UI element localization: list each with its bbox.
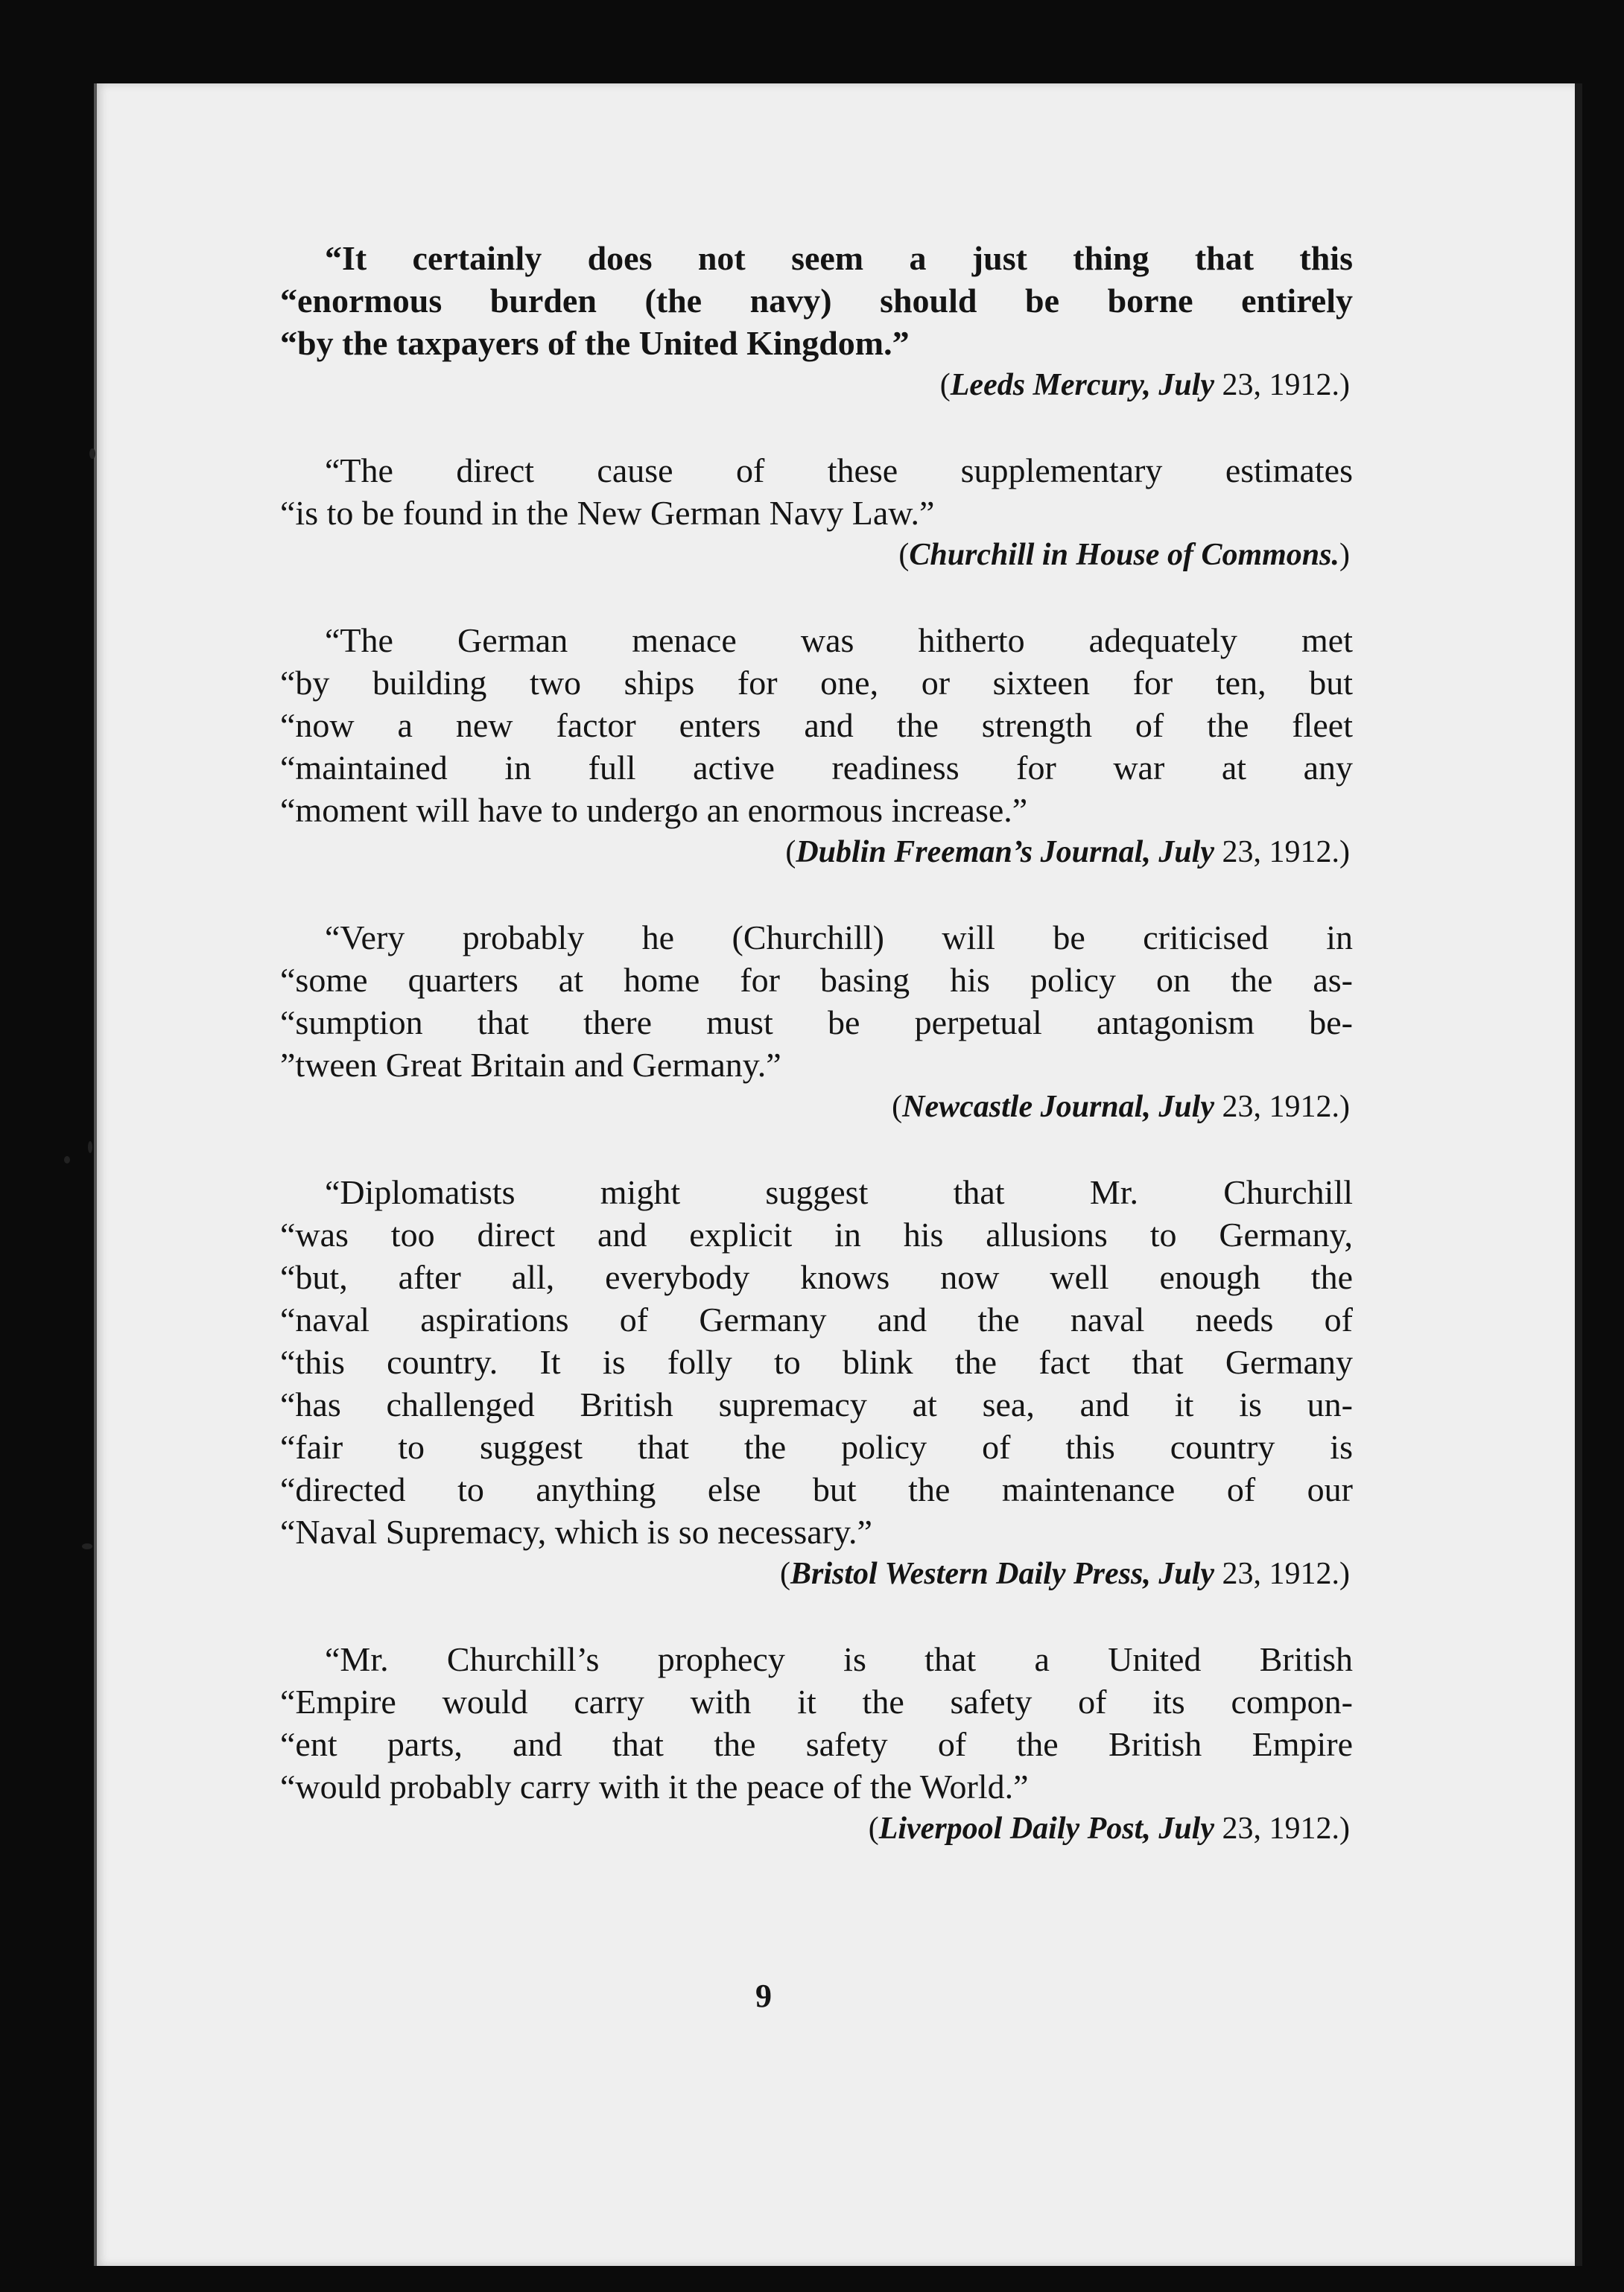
quotation-source (280, 1553, 1353, 1596)
quotation (280, 1638, 1353, 1850)
source-publication: Churchill in House of Commons. (909, 538, 1339, 572)
quotation-line: “The German menace was hitherto adequately met (325, 621, 1353, 659)
source-date: 23, 1912.) (1214, 835, 1350, 869)
quotation-line: “Naval Supremacy, which is so necessary.” (280, 1513, 872, 1551)
source-date: 23, 1912.) (1214, 1557, 1350, 1591)
quotation-line: ”tween Great Britain and Germany.” (280, 1046, 781, 1084)
source-open-paren: ( (868, 1812, 879, 1846)
page-number: 9 (755, 1978, 772, 2014)
quotation-line: “by the taxpayers of the United Kingdom.” (280, 324, 910, 362)
quotation-line: “would probably carry with it the peace of the World.” (280, 1768, 1029, 1806)
quotation-line: “It certainly does not seem a just thing that this (325, 239, 1353, 277)
quotations-body (280, 237, 1353, 1893)
source-open-paren: ( (892, 1090, 903, 1124)
quotation-source (280, 534, 1353, 577)
quotation-line: “some quarters at home for basing his policy on the as- (280, 961, 1353, 999)
quotation-line: “enormous burden (the navy) should be borne entirely (280, 282, 1353, 320)
quotation-line: “now a new factor enters and the strength of the fleet (280, 706, 1353, 744)
quotation-line: “Very probably he (Churchill) will be criticised in (325, 918, 1353, 956)
quotation (280, 449, 1353, 577)
source-open-paren: ( (785, 835, 796, 869)
quotation-source (280, 1808, 1353, 1850)
margin-speck (89, 448, 95, 459)
quotation-line: “naval aspirations of Germany and the naval needs of (280, 1301, 1353, 1339)
quotation-line: “ent parts, and that the safety of the British Empire (280, 1725, 1353, 1763)
quotation-line: “was too direct and explicit in his allusions to Germany, (280, 1216, 1353, 1254)
source-publication: Leeds Mercury, July (950, 368, 1214, 402)
quotation-line: “sumption that there must be perpetual antagonism be- (280, 1003, 1353, 1041)
source-open-paren: ( (939, 368, 951, 402)
quotation-line: “maintained in full active readiness for war at any (280, 749, 1353, 787)
quotation-line: “but, after all, everybody knows now well enough the (280, 1258, 1353, 1296)
margin-speck (88, 1141, 92, 1153)
quotation-line: “Mr. Churchill’s prophecy is that a United British (325, 1640, 1353, 1678)
quotation-line: “The direct cause of these supplementary estimates (325, 451, 1353, 489)
quotation-line: “Empire would carry with it the safety of its compon- (280, 1683, 1353, 1721)
source-open-paren: ( (898, 538, 910, 572)
source-publication: Newcastle Journal, July (902, 1090, 1214, 1124)
quotation-source (280, 1086, 1353, 1128)
quotation-source (280, 831, 1353, 874)
source-open-paren: ( (780, 1557, 790, 1591)
page-edge (94, 83, 97, 2266)
quotation-source (280, 364, 1353, 407)
quotation-line: “Diplomatists might suggest that Mr. Churchill (325, 1173, 1353, 1211)
quotation-line: “is to be found in the New German Navy Law.” (280, 494, 935, 532)
source-date: 23, 1912.) (1214, 368, 1350, 402)
quotation-line: “directed to anything else but the maintenance of our (280, 1470, 1353, 1508)
margin-speck (82, 1543, 92, 1549)
source-date: 23, 1912.) (1214, 1812, 1350, 1846)
quotation (280, 916, 1353, 1128)
source-date: ) (1339, 538, 1350, 572)
source-publication: Bristol Western Daily Press, July (790, 1557, 1214, 1591)
margin-speck (64, 1156, 70, 1164)
quotation-line: “by building two ships for one, or sixteen for ten, but (280, 664, 1353, 702)
quotation-line: “has challenged British supremacy at sea, and it is un- (280, 1385, 1353, 1423)
source-date: 23, 1912.) (1214, 1090, 1350, 1124)
quotation (280, 619, 1353, 874)
quotation-line: “moment will have to undergo an enormous increase.” (280, 791, 1028, 829)
quotation (280, 1171, 1353, 1596)
quotation-line: “this country. It is folly to blink the fact that Germany (280, 1343, 1353, 1381)
quotation (280, 237, 1353, 407)
source-publication: Dublin Freeman’s Journal, July (796, 835, 1214, 869)
quotation-line: “fair to suggest that the policy of this country is (280, 1428, 1353, 1466)
source-publication: Liverpool Daily Post, July (878, 1812, 1214, 1846)
